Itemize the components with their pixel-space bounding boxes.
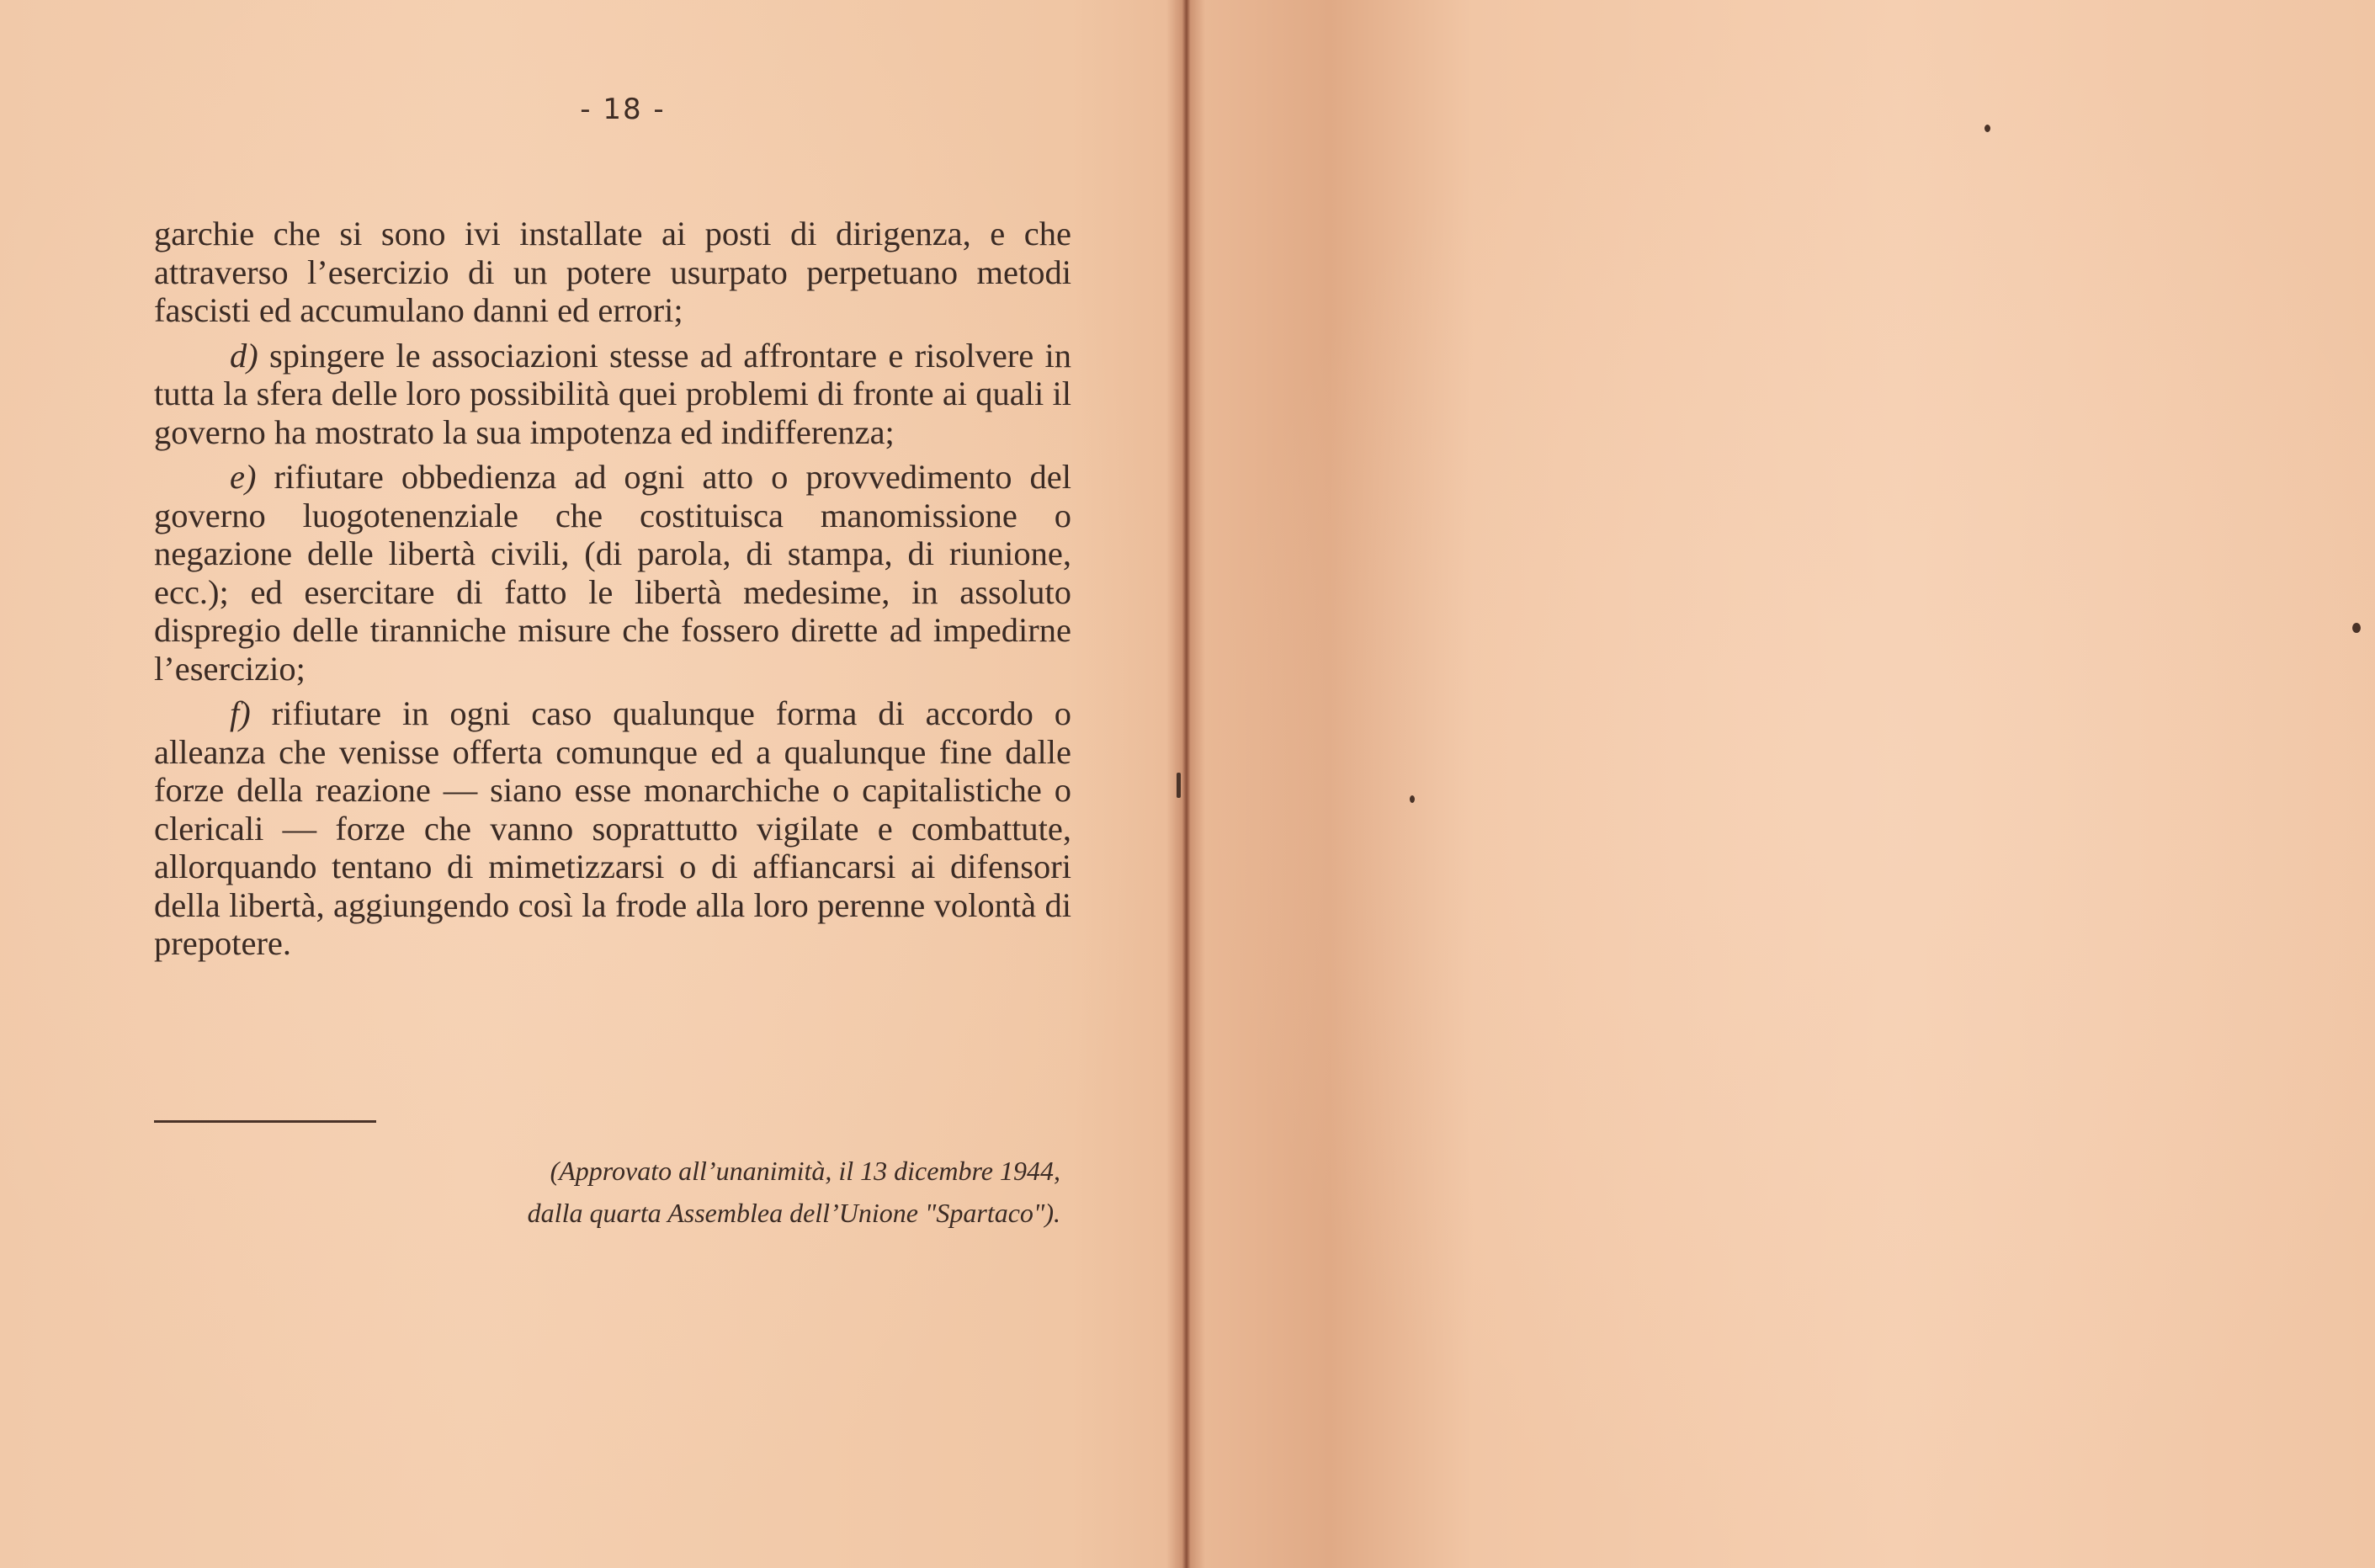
list-item-d bbox=[154, 337, 1071, 452]
paragraph-continuation bbox=[154, 215, 1071, 330]
item-text: rifiutare in ogni caso qualunque forma di accordo o alleanza che venisse offerta comunque ed a qualunque fine dalle forze della reazione — siano esse monarchiche o capitalistiche o clericali — forze che vanno soprattutto vigilate e combattute, allorquando tentano di mimetizzarsi o di affiancarsi ai difensori della libertà, aggiungendo così la frode alla loro perenne volontà di prepotere. bbox=[154, 694, 1071, 962]
list-item-f bbox=[154, 694, 1071, 963]
right-page-blank bbox=[1203, 0, 2375, 1568]
item-letter: d) bbox=[230, 336, 258, 375]
book-gutter bbox=[1166, 0, 1205, 1568]
paper-speck bbox=[1984, 125, 1990, 132]
item-text: spingere le associazioni stesse ad affrontare e risolvere in tutta la sfera delle loro possibilità quei problemi di fronte ai quali il governo ha mostrato la sua impotenza ed indifferenza; bbox=[154, 336, 1071, 451]
item-letter: f) bbox=[230, 694, 251, 732]
footnote-rule bbox=[154, 1120, 376, 1123]
approval-note-line-2: dalla quarta Assemblea dell’Unione "Spartaco"). bbox=[527, 1198, 1060, 1228]
body-text bbox=[154, 215, 1071, 963]
approval-note bbox=[320, 1150, 1060, 1234]
list-item-e bbox=[154, 458, 1071, 688]
paper-speck bbox=[1177, 773, 1181, 798]
item-letter: e) bbox=[230, 458, 257, 496]
paragraph-text: garchie che si sono ivi installate ai posti di dirigenza, e che attraverso l’esercizio di un potere usurpato perpetuano metodi fascisti ed accumulano danni ed errori; bbox=[154, 215, 1071, 329]
item-text: rifiutare obbedienza ad ogni atto o provvedimento del governo luogotenenziale che costituisca manomissione o negazione delle libertà civili, (di parola, di stampa, di riunione, ecc.); ed esercitare di fatto le libertà medesime, in assoluto dispregio delle tiranniche misure che fossero dirette ad impedirne l’esercizio; bbox=[154, 458, 1071, 688]
paper-speck bbox=[1410, 795, 1415, 803]
paper-speck bbox=[2352, 623, 2361, 633]
page-number: - 18 - bbox=[580, 93, 666, 126]
approval-note-line-1: (Approvato all’unanimità, il 13 dicembre 1944, bbox=[550, 1156, 1060, 1186]
left-page bbox=[0, 0, 1177, 1568]
